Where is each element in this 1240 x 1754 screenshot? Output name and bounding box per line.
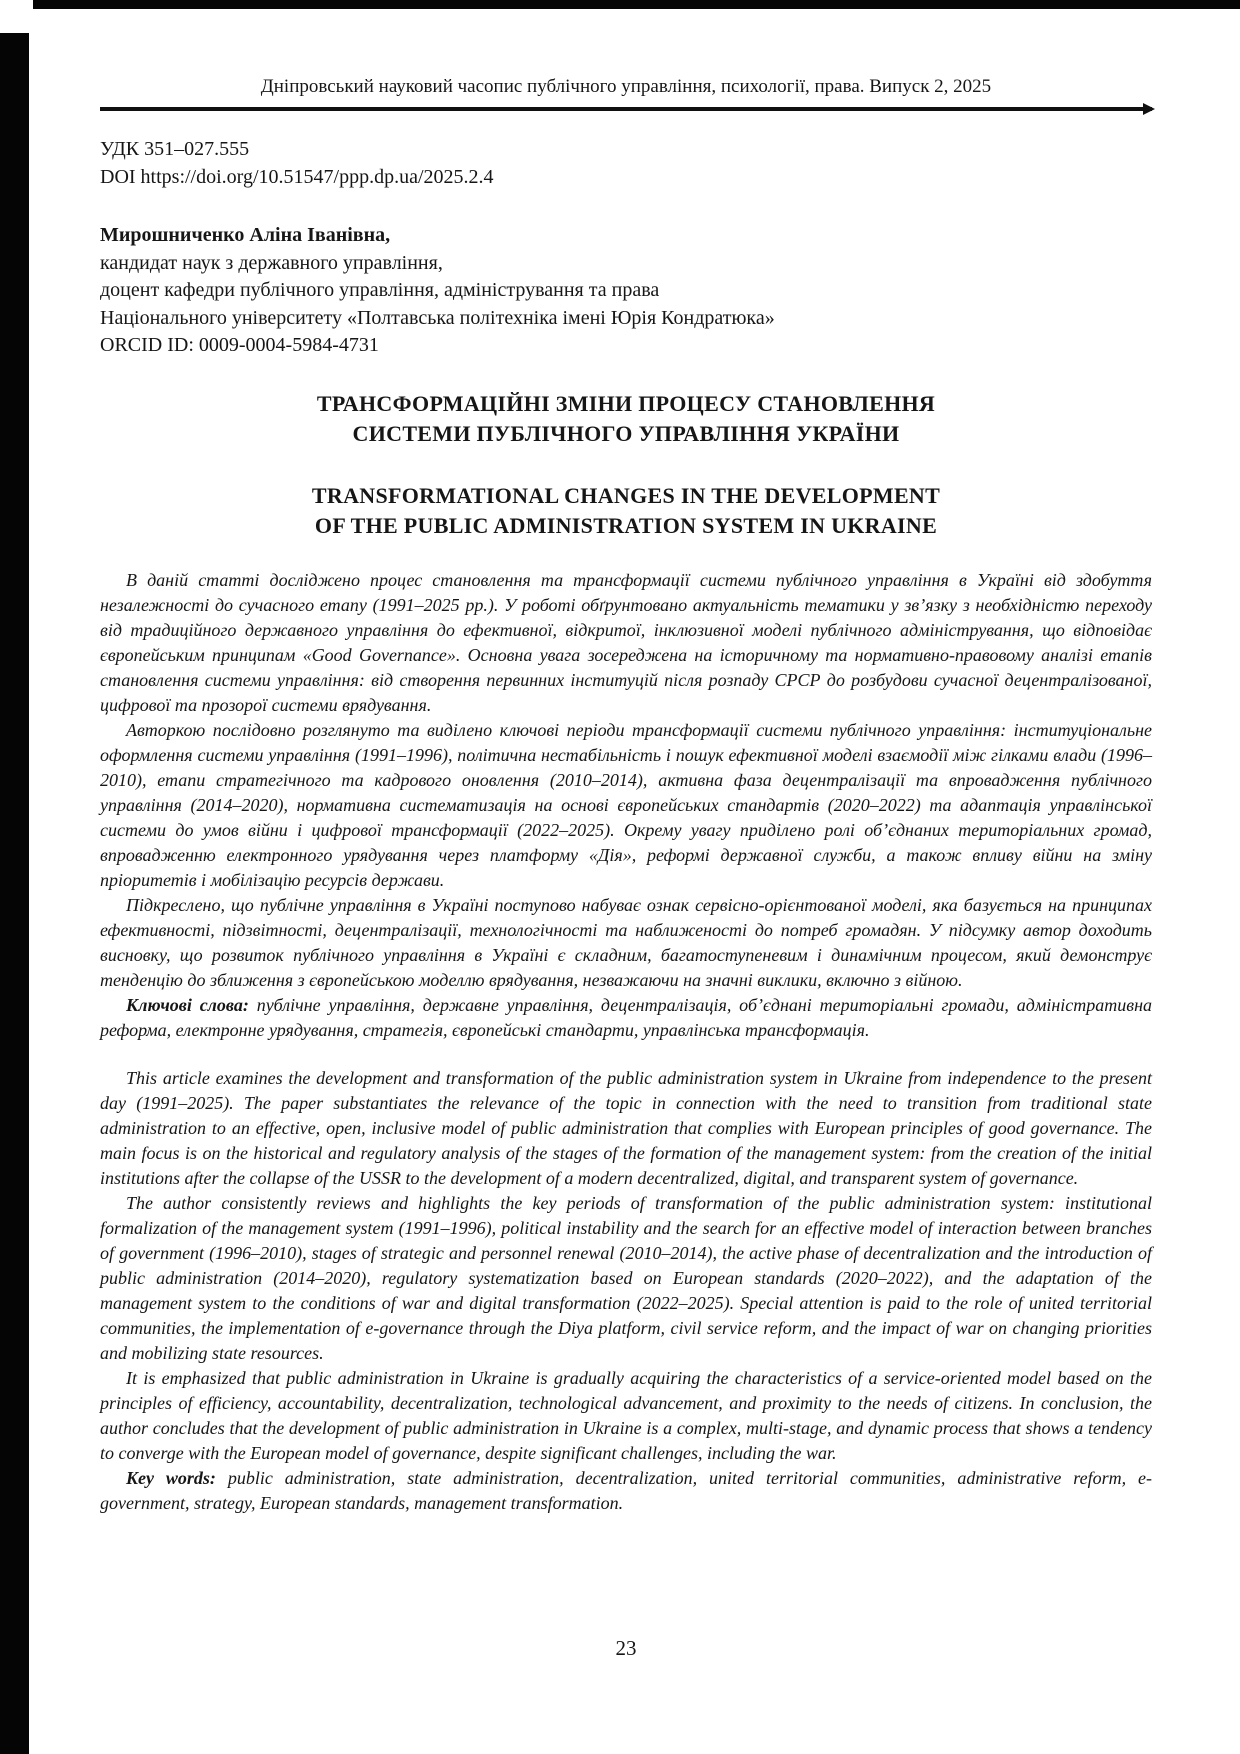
title-uk-line1: ТРАНСФОРМАЦІЙНІ ЗМІНИ ПРОЦЕСУ СТАНОВЛЕННЯ: [316, 390, 936, 416]
article-meta: [100, 135, 1152, 191]
page-number: 23: [615, 1636, 637, 1660]
keywords-uk-text: публічне управління, державне управління, децентралізація, об’єднані територіальні громади, адміністративна реформа, електронне урядування, стратегія, європейські стандарти, управлінська трансформація.: [100, 994, 1153, 1040]
author-degree: кандидат наук з державного управління,: [100, 251, 443, 274]
author-university: Національного університету «Полтавська політехніка імені Юрія Кондратюка»: [100, 306, 775, 329]
udc-code: УДК 351–027.555: [100, 138, 250, 160]
keywords-uk-label: Ключові слова:: [126, 994, 249, 1015]
title-en-line1: TRANSFORMATIONAL CHANGES IN THE DEVELOPMENT: [311, 482, 941, 508]
author-orcid: ORCID ID: 0009-0004-5984-4731: [100, 334, 379, 356]
author-block: [100, 222, 1152, 360]
author-name: Мирошниченко Аліна Іванівна,: [100, 224, 391, 246]
arrow-right-icon: [1143, 103, 1155, 115]
article-title-en: [100, 481, 1152, 541]
title-en-line2: OF THE PUBLIC ADMINISTRATION SYSTEM IN UKRAINE: [314, 512, 938, 538]
page-content: [100, 0, 1153, 1660]
abstract-english: [100, 1066, 1152, 1516]
abstract-ukrainian: [100, 568, 1152, 1043]
keywords-en-label: Key words:: [126, 1467, 216, 1488]
abstract-uk-paragraph: Підкреслено, що публічне управління в Україні поступово набуває ознак сервісно-орієнтованої моделі, яка базується на принципах ефективності, підзвітності, децентралізації, технологічності та наближеності до потреб громадян. У підсумку автор доходить висновку, що розвиток публічного управління в Україні є складним, багатоступеневим і динамічним процесом, який демонструє тенденцію до зближення з європейською моделлю врядування, незважаючи на значні виклики, включно з війною.: [100, 894, 1152, 990]
abstract-en-paragraph: It is emphasized that public administration in Ukraine is gradually acquiring the characteristics of a service-oriented model based on the principles of efficiency, accountability, decentralization, technological advancement, and proximity to the needs of citizens. In conclusion, the author concludes that the development of public administration in Ukraine is a complex, multi-stage, and dynamic process that shows a tendency to converge with the European model of governance, despite significant challenges, including the war.: [100, 1367, 1152, 1463]
keywords-en: [100, 1466, 1152, 1516]
abstract-en-paragraph: The author consistently reviews and highlights the key periods of transformation of the public administration system: institutional formalization of the management system (1991–1996), political instability and the search for an effective model of interaction between branches of government (1996–2010), stages of strategic and personnel renewal (2010–2014), the active phase of decentralization and the introduction of public administration (2014–2020), regulatory systematization based on European standards (2020–2022), and the adaptation of the management system to the conditions of war and digital transformation (2022–2025). Special attention is paid to the role of united territorial communities, the implementation of e-governance through the Diya platform, civil service reform, and the impact of war on changing priorities and mobilizing state resources.: [100, 1192, 1152, 1363]
keywords-en-text: public administration, state administration, decentralization, united territorial communities, administrative reform, e-government, strategy, European standards, management transformation.: [100, 1467, 1152, 1513]
title-uk-line2: СИСТЕМИ ПУБЛІЧНОГО УПРАВЛІННЯ УКРАЇНИ: [352, 420, 900, 446]
doi-line: DOI https://doi.org/10.51547/ppp.dp.ua/2025.2.4: [100, 166, 494, 188]
scan-edge-left: [0, 33, 29, 1754]
author-position: доцент кафедри публічного управління, адміністрування та права: [100, 279, 660, 301]
running-head: Дніпровський науковий часопис публічного управління, психології, права. Випуск 2, 2025: [260, 76, 992, 97]
keywords-uk: [100, 993, 1152, 1043]
abstract-uk-paragraph: В даній статті досліджено процес становлення та трансформації системи публічного управління в Україні від здобуття незалежності до сучасного етапу (1991–2025 рр.). У роботі обґрунтовано актуальність тематики у зв’язку з необхідністю переходу від традиційного державного управління до ефективної, відкритої, інклюзивної моделі публічного адміністрування, що відповідає європейським принципам «Good Governance». Основна увага зосереджена на історичному та нормативно-правовому аналізі етапів становлення системи управління: від створення первинних інституцій після розпаду СРСР до розбудови сучасної децентралізованої, цифрової та прозорої системи врядування.: [100, 569, 1152, 715]
abstract-en-paragraph: This article examines the development and transformation of the public administration system in Ukraine from independence to the present day (1991–2025). The paper substantiates the relevance of the topic in connection with the need to transition from traditional state administration to an effective, open, inclusive model of public administration that complies with European principles of good governance. The main focus is on the historical and regulatory analysis of the stages of the formation of the management system: from the creation of the initial institutions after the collapse of the USSR to the development of a modern decentralized, digital, and transparent system of governance.: [100, 1067, 1152, 1188]
header-rule: [100, 107, 1152, 111]
article-title-uk: [100, 389, 1152, 449]
abstract-uk-paragraph: Авторкою послідовно розглянуто та виділено ключові періоди трансформації системи публічного управління: інституціональне оформлення системи управління (1991–1996), політична нестабільність і пошук ефективної моделі взаємодії між гілками влади (1996–2010), етапи стратегічного та кадрового оновлення (2010–2014), активна фаза децентралізації та впровадження публічного управління (2014–2020), нормативна систематизація на основі європейських стандартів (2020–2022) та адаптація управлінської системи до умов війни і цифрової трансформації (2022–2025). Окрему увагу приділено ролі об’єднаних територіальних громад, впровадженню електронного урядування через платформу «Дія», реформі державної служби, а також впливу війни на зміну пріоритетів і мобілізацію ресурсів держави.: [100, 719, 1152, 890]
